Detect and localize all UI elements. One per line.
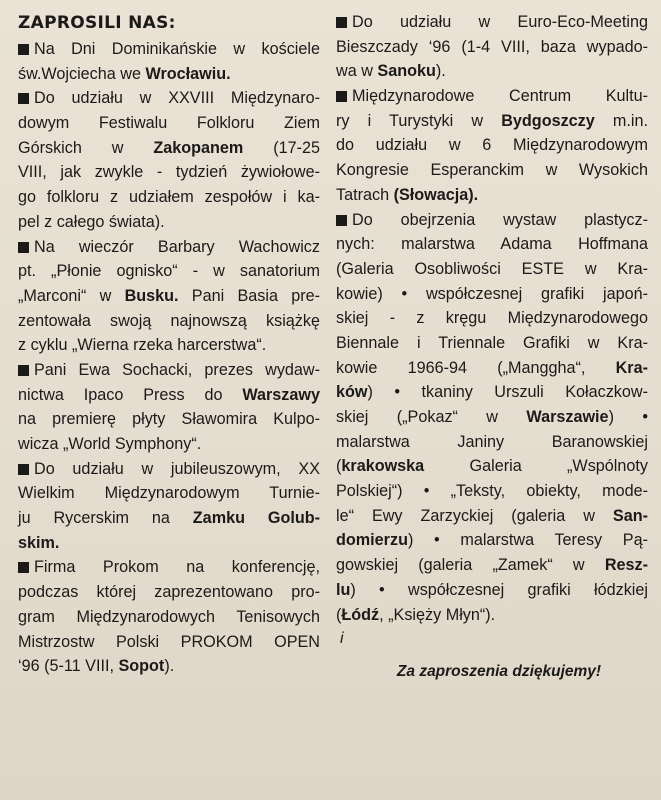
- bold-place-name: Bydgoszczy: [501, 111, 595, 130]
- text-run: Na Dni Dominikańskie w kościele: [34, 40, 320, 58]
- text-run: Do udziału w XXVIII Międzynaro-: [34, 89, 320, 108]
- thanks-note: Za zaproszenia dziękujemy!: [396, 663, 602, 681]
- bold-place-name: Łódź: [341, 605, 380, 624]
- text-line: [336, 35, 648, 60]
- bold-place-name: ków: [336, 383, 368, 402]
- text-line: [18, 259, 320, 284]
- text-line: [336, 183, 648, 208]
- bullet-square-icon: [18, 464, 29, 475]
- bold-place-name: Sopot: [118, 657, 165, 676]
- text-run: podczas której zaprezentowano pro-: [18, 583, 320, 602]
- text-line: [336, 504, 648, 529]
- text-line: [336, 553, 648, 578]
- news-item: [18, 358, 320, 457]
- text-line: [336, 331, 648, 356]
- text-line: [18, 210, 320, 235]
- text-line: [18, 37, 320, 62]
- text-run: Firma Prokom na konferencję,: [34, 558, 320, 577]
- text-line: [336, 578, 648, 603]
- text-line: [18, 630, 320, 655]
- text-run: Do udziału w jubileuszowym, XX: [34, 459, 320, 478]
- text-line: [336, 133, 648, 158]
- text-run: z cyklu „Wierna rzeka harcerstwa“.: [18, 336, 267, 355]
- text-run: ) •: [608, 408, 649, 426]
- text-line: [18, 506, 320, 531]
- text-line: [18, 531, 320, 556]
- text-line: [336, 84, 648, 109]
- text-line: [18, 457, 320, 482]
- text-run: wa w: [336, 62, 378, 81]
- text-line: [336, 454, 648, 479]
- text-line: [336, 109, 648, 134]
- end-mark: i: [340, 630, 344, 648]
- bold-place-name: Sanoku: [377, 62, 436, 81]
- text-run: pt. „Płonie ognisko“ - w sanatorium: [18, 262, 320, 281]
- text-run: ).: [435, 62, 446, 81]
- section-heading: ZAPROSILI NAS:: [18, 13, 176, 33]
- text-line: [18, 235, 320, 260]
- bold-place-name: Kra-: [615, 358, 648, 377]
- news-item: [18, 457, 320, 556]
- bullet-square-icon: [336, 91, 347, 102]
- bold-place-name: Busku.: [124, 286, 179, 305]
- text-run: Pani Basia pre-: [178, 286, 320, 305]
- text-line: [18, 358, 320, 383]
- text-run: pel z całego świata).: [18, 212, 165, 231]
- text-run: skiej - z kręgu Międzynarodowego: [336, 309, 648, 328]
- text-run: Bieszczady ‘96 (1-4 VIII, baza wypado-: [336, 37, 648, 56]
- text-run: ju Rycerskim na: [18, 509, 193, 528]
- text-run: (: [336, 605, 342, 624]
- text-line: [18, 333, 320, 358]
- text-line: [18, 481, 320, 506]
- text-line: [18, 383, 320, 408]
- text-line: [336, 380, 648, 405]
- text-run: Na wieczór Barbary Wachowicz: [34, 237, 320, 256]
- text-line: [18, 432, 320, 457]
- news-item: [336, 84, 648, 207]
- text-run: gram Międzynarodowych Tenisowych: [18, 607, 320, 626]
- bold-place-name: Warszawy: [242, 385, 320, 404]
- bold-place-name: lu: [336, 580, 351, 599]
- text-run: na premierę płyty Sławomira Kulpo-: [18, 410, 320, 429]
- text-run: zentowała swoją najnowszą książkę: [18, 311, 320, 330]
- news-item: [18, 86, 320, 234]
- text-run: Pani Ewa Sochacki, prezes wydaw-: [34, 360, 320, 379]
- bold-place-name: krakowska: [341, 457, 425, 476]
- text-line: [18, 309, 320, 334]
- bold-place-name: Zakopanem: [153, 138, 244, 157]
- text-run: Górskich w: [18, 138, 154, 157]
- text-line: [18, 136, 320, 161]
- text-run: kowie 1966-94 („Manggha“,: [336, 358, 616, 377]
- text-run: ) • współczesnej grafiki łódzkiej: [350, 580, 648, 599]
- text-line: [336, 430, 648, 455]
- text-line: [336, 603, 648, 628]
- text-line: [18, 555, 320, 580]
- bold-place-name: Warszawie: [526, 408, 609, 426]
- text-run: Międzynarodowe Centrum Kultu-: [352, 87, 648, 106]
- text-run: ) • malarstwa Teresy Pą-: [407, 531, 648, 550]
- bullet-square-icon: [18, 44, 29, 55]
- text-run: ) • tkaniny Urszuli Kołaczkow-: [367, 383, 648, 402]
- bold-place-name: (Słowacja).: [393, 185, 479, 204]
- text-run: ).: [164, 657, 175, 676]
- right-column: [336, 10, 648, 687]
- bullet-square-icon: [18, 562, 29, 573]
- bullet-square-icon: [336, 17, 347, 28]
- text-run: Tatrach: [336, 185, 394, 204]
- text-run: nictwa Ipaco Press do: [18, 385, 243, 404]
- text-run: św.Wojciecha we: [18, 64, 146, 83]
- left-column: [18, 10, 320, 679]
- text-line: [336, 10, 648, 35]
- bold-place-name: Resz-: [604, 556, 648, 575]
- text-line: [336, 257, 648, 282]
- bullet-square-icon: [18, 365, 29, 376]
- text-run: Do udziału w Euro-Eco-Meeting: [352, 13, 648, 31]
- text-run: wicza „World Symphony“.: [18, 435, 202, 453]
- text-line: [336, 232, 648, 257]
- news-item: [18, 37, 320, 86]
- text-run: Polskiej“) • „Teksty, obiekty, mode-: [336, 482, 648, 501]
- text-run: (Galeria Osobliwości ESTE w Kra-: [336, 259, 648, 278]
- text-run: kowie) • współczesnej grafiki japoń-: [336, 284, 648, 303]
- text-line: [336, 356, 648, 381]
- text-line: [336, 59, 648, 84]
- text-line: [18, 580, 320, 605]
- news-item: [18, 235, 320, 358]
- text-line: [336, 158, 648, 183]
- text-line: [18, 185, 320, 210]
- text-run: gowskiej (galeria „Zamek“ w: [336, 556, 605, 575]
- text-run: VIII, jak zwykle - tydzień żywiołowe-: [18, 163, 320, 182]
- text-run: le“ Ewy Zarzyckiej (galeria w: [336, 506, 613, 525]
- text-line: [18, 654, 320, 679]
- text-run: Biennale i Triennale Grafiki w Kra-: [336, 333, 648, 352]
- text-run: Do obejrzenia wystaw plastycz-: [352, 210, 648, 229]
- text-run: „Marconi“ w: [18, 286, 125, 305]
- text-run: ry i Turystyki w: [336, 111, 502, 130]
- text-run: Galeria „Wspólnoty: [424, 457, 648, 476]
- text-run: Kongresie Esperanckim w Wysokich: [336, 161, 648, 180]
- text-line: [18, 160, 320, 185]
- bold-place-name: San-: [612, 506, 648, 525]
- text-line: [18, 407, 320, 432]
- news-item: [336, 208, 648, 628]
- text-run: skiej („Pokaz“ w: [336, 408, 527, 426]
- bold-place-name: skim.: [18, 533, 60, 552]
- text-run: ‘96 (5-11 VIII,: [18, 657, 119, 676]
- text-line: [18, 605, 320, 630]
- text-run: Wielkim Międzynarodowym Turnie-: [18, 484, 320, 503]
- bold-place-name: domierzu: [336, 531, 408, 550]
- text-line: [336, 405, 648, 430]
- text-run: nych: malarstwa Adama Hoffmana: [336, 235, 648, 254]
- news-item: [18, 555, 320, 678]
- text-run: (17-25: [243, 138, 320, 157]
- news-item: [336, 10, 648, 84]
- text-run: Mistrzostw Polski PROKOM OPEN: [18, 632, 320, 651]
- text-run: m.in.: [594, 111, 649, 130]
- text-line: [18, 86, 320, 111]
- text-line: [336, 282, 648, 307]
- text-run: dowym Festiwalu Folkloru Ziem: [18, 114, 320, 133]
- text-line: [336, 528, 648, 553]
- text-line: [18, 111, 320, 136]
- bullet-square-icon: [18, 93, 29, 104]
- bullet-square-icon: [336, 215, 347, 226]
- text-line: [18, 62, 320, 87]
- text-line: [18, 284, 320, 309]
- bold-place-name: Wrocławiu.: [145, 64, 231, 83]
- bold-place-name: Zamku Golub-: [192, 509, 320, 528]
- text-run: (: [336, 457, 342, 476]
- text-run: do udziału w 6 Międzynarodowym: [336, 136, 648, 155]
- bullet-square-icon: [18, 242, 29, 253]
- text-line: [336, 306, 648, 331]
- text-run: go folkloru z udziałem zespołów i ka-: [18, 188, 320, 207]
- text-run: , „Księży Młyn“).: [379, 605, 496, 624]
- text-line: [336, 479, 648, 504]
- text-run: malarstwa Janiny Baranowskiej: [336, 432, 648, 451]
- text-line: [336, 208, 648, 233]
